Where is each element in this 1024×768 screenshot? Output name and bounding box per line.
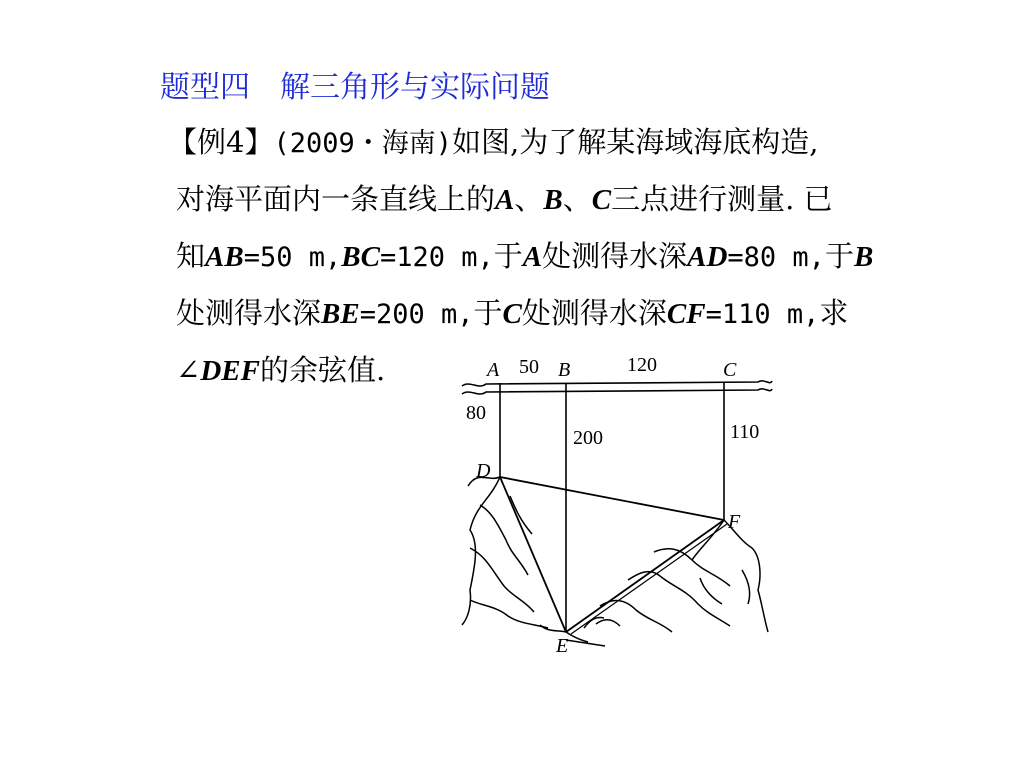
angle-symbol: ∠ — [176, 353, 201, 387]
label-f: F — [728, 511, 741, 533]
value-ad: =80 m, — [727, 242, 825, 273]
example-label: 【例4】 — [168, 125, 274, 159]
var-c: C — [591, 184, 612, 216]
problem-text: 对海平面内一条直线上的 — [176, 182, 496, 216]
label-c: C — [723, 359, 737, 381]
segment-df — [500, 477, 724, 520]
problem-text: 处测得水深 — [176, 296, 322, 330]
problem-text: 知 — [176, 239, 206, 273]
label-ab-length: 50 — [519, 356, 539, 378]
source-label: (2009・海南) — [273, 128, 452, 159]
value-ab: =50 m, — [243, 242, 342, 273]
seabed-terrain — [462, 477, 768, 646]
segment-de — [500, 477, 566, 632]
depth-lines — [500, 383, 724, 632]
label-e: E — [556, 635, 569, 657]
value-cf: =110 m, — [705, 299, 820, 330]
separator: 、 — [562, 182, 592, 216]
problem-text: 处测得水深 — [542, 239, 688, 273]
problem-text: 于 — [824, 239, 854, 273]
var-a: A — [522, 241, 543, 273]
var-def: DEF — [200, 355, 260, 387]
var-b: B — [543, 184, 563, 216]
var-c: C — [502, 298, 522, 330]
label-be-length: 200 — [573, 427, 603, 449]
problem-text: 处测得水深 — [521, 296, 667, 330]
label-cf-length: 110 — [730, 421, 760, 443]
var-be: BE — [321, 298, 360, 330]
segment-ef-shadow — [571, 524, 727, 634]
triangle-def — [500, 477, 727, 634]
label-d: D — [476, 460, 491, 482]
var-ab: AB — [205, 241, 244, 273]
value-be: =200 m, — [359, 299, 474, 330]
var-b: B — [853, 241, 874, 273]
slide-title: 题型四 解三角形与实际问题 — [160, 70, 550, 105]
label-ad-length: 80 — [466, 402, 486, 424]
problem-text: 的余弦值. — [259, 353, 386, 387]
var-cf: CF — [666, 298, 706, 330]
label-bc-length: 120 — [627, 354, 657, 376]
var-ad: AD — [687, 241, 728, 273]
var-bc: BC — [341, 241, 380, 273]
problem-text: 于 — [493, 239, 523, 273]
figure-labels — [466, 354, 759, 657]
problem-text: 如图,为了解某海域海底构造, — [452, 125, 819, 159]
value-bc: =120 m, — [379, 242, 494, 273]
problem-text: 于 — [473, 296, 503, 330]
var-a: A — [495, 184, 515, 216]
problem-text: 三点进行测量. 已 — [611, 182, 833, 216]
separator: 、 — [514, 182, 544, 216]
segment-ef — [566, 520, 724, 632]
sea-surface — [462, 381, 772, 394]
label-b: B — [558, 359, 571, 381]
label-a: A — [487, 359, 500, 381]
problem-text: 求 — [819, 296, 849, 330]
